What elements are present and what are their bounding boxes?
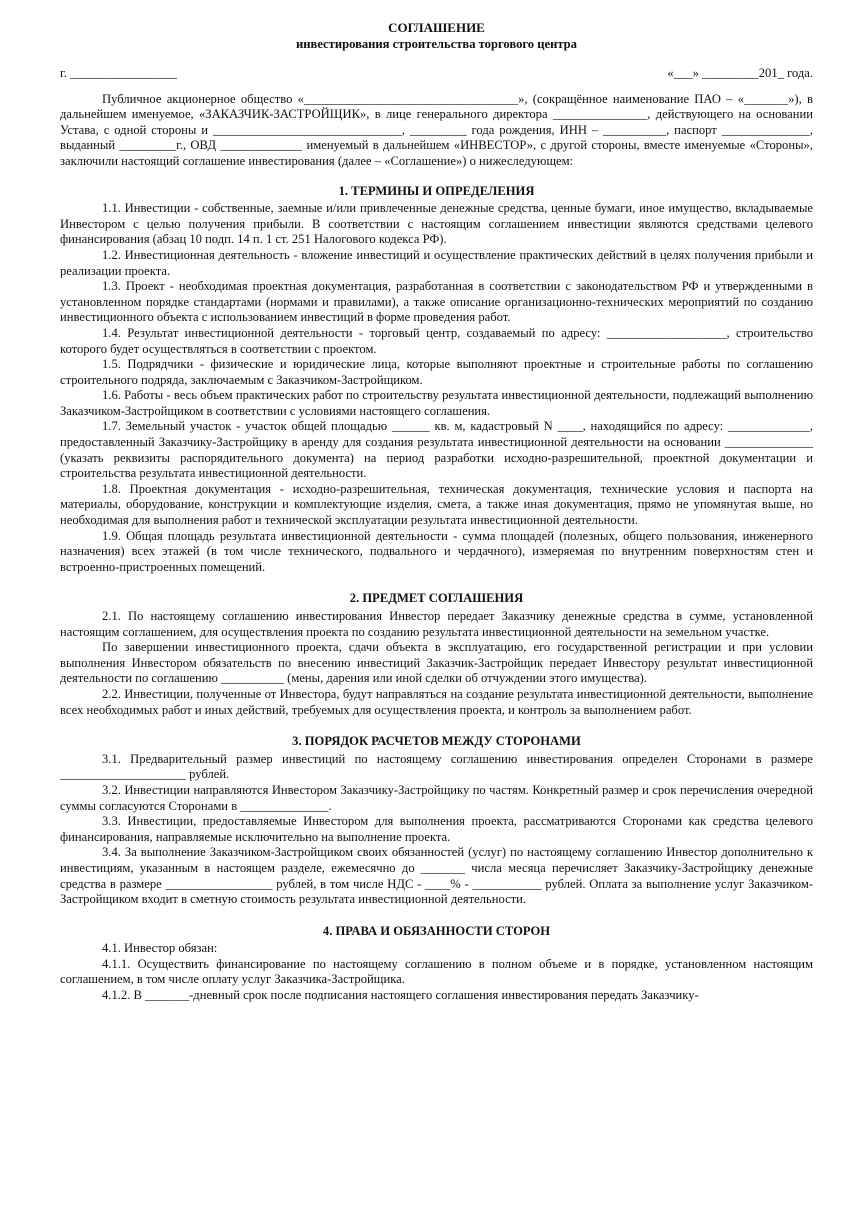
clause-paragraph: 1.4. Результат инвестиционной деятельности - торговый центр, создаваемый по адресу: ___________________, строительство которого будет осуществляться в соответствии с проектом. [60,325,813,356]
clause-paragraph: 4.1.2. В _______-дневный срок после подписания настоящего соглашения инвестирования передать Заказчику- [102,988,699,1003]
clause-paragraph: 1.6. Работы - весь объем практических работ по строительству результата инвестиционной деятельности, подлежащий выполнению Заказчиком-Застройщиком в соответствии с условиями настоящего соглашения. [60,388,813,418]
clause-paragraph: 3.2. Инвестиции направляются Инвестором Заказчику-Застройщику по частям. Конкретный размер и срок перечисления очередной суммы согласуются Сторонами в ______________. [60,782,813,813]
clause-paragraph: 1.1. Инвестиции - собственные, заемные и/или привлеченные денежные средства, ценные бумаги, иное имущество, вкладываемые Инвестором с целью получения прибыли. В соответствии с настоящим соглашением инвестиции являются средствами целевого финансирования (абзац 10 подп. 14 п. 1 ст. 251 Налогового кодекса РФ). [60,201,813,247]
preamble-paragraph: Публичное акционерное общество «__________________________________», (сокращённое наименование ПАО – «_______»), в дальнейшем именуемое, «ЗАКАЗЧИК-ЗАСТРОЙЩИК», в лице генерального директора _______________, действующего на основании Устава, с одной стороны и ______________________________, _________ года рождения, ИНН – __________, паспорт ______________, выданный _________г., ОВД _____________ именуемый в дальнейшем «ИНВЕСТОР», с другой стороны, вместе именуемые «Стороны», заключили настоящий соглашение инвестирования (далее – «Соглашение») о нижеследующем: [60,91,813,168]
section-heading: 4. ПРАВА И ОБЯЗАННОСТИ СТОРОН [322,923,551,938]
clause-paragraph: 2.1. По настоящему соглашению инвестирования Инвестор передает Заказчику денежные средства в сумме, установленной настоящим соглашением, для осуществления проекта по созданию результата инвестиционной деятельности на земельном участке. [60,609,813,639]
section-heading: 3. ПОРЯДОК РАСЧЕТОВ МЕЖДУ СТОРОНАМИ [292,734,581,749]
city-field: г. _________________ [60,66,178,80]
document-title: СОГЛАШЕНИЕ [388,20,485,35]
clause-paragraph: 3.4. За выполнение Заказчиком-Застройщиком своих обязанностей (услуг) по настоящему соглашению Инвестор дополнительно к инвестициям, указанным в настоящем разделе, ежемесячно до _______ числа месяца перечисляет Заказчику-Застройщику денежные средства в размере _________________ рублей, в том числе НДС - ____% - ___________ рублей. Оплата за выполнение услуг Заказчиком-Застройщиком входит в сметную стоимость результата инвестиционной деятельности. [60,845,813,907]
section-heading: 1. ТЕРМИНЫ И ОПРЕДЕЛЕНИЯ [338,183,535,198]
clause-paragraph: 1.7. Земельный участок - участок общей площадью ______ кв. м, кадастровый N ____, находящийся по адресу: _____________, предоставленный Заказчику-Застройщику в аренду для создания результата инвестиционной деятельности на основании ______________ (указать реквизиты распорядительного документа) на период разработки исходно-разрешительной, проектной документации и строительства результата инвестиционной деятельности. [60,419,813,481]
clause-paragraph: 1.3. Проект - необходимая проектная документация, разработанная в соответствии с законодательством РФ и утвержденными в установленном порядке стандартами (нормами и правилами), а также описание организационно-технических мероприятий по созданию инвестиционного объекта с использованием инвестиций в форме проведения работ. [60,279,813,325]
clause-paragraph: 2.2. Инвестиции, полученные от Инвестора, будут направляться на создание результата инвестиционной деятельности, выполнение всех необходимых работ и иных действий, требуемых для осуществления проекта, и контроль за выполнением работ. [60,686,813,717]
clause-paragraph: 1.9. Общая площадь результата инвестиционной деятельности - сумма площадей (полезных, общего пользования, инженерного назначения) всех этажей (в том числе технического, подвального и чердачного), измеряемая по внутренним поверхностям стен и встроенно-пристроенных помещений. [60,528,813,574]
clause-paragraph: 1.2. Инвестиционная деятельность - вложение инвестиций и осуществление практических действий в целях получения прибыли и реализации проекта. [60,247,813,278]
place-date-line [60,66,813,82]
clause-paragraph: 1.5. Подрядчики - физические и юридические лица, которые выполняют проектные и строительные работы по соглашению строительного подряда, заключаемым с Заказчиком-Застройщиком. [60,357,813,387]
clause-paragraph: 3.3. Инвестиции, предоставляемые Инвестором для выполнения проекта, рассматриваются Сторонами как средства целевого финансирования, направляемые исключительно на выполнение проекта. [60,814,813,844]
document-subtitle: инвестирования строительства торгового центра [296,37,577,51]
clause-paragraph: 4.1. Инвестор обязан: [102,941,218,956]
section-heading: 2. ПРЕДМЕТ СОГЛАШЕНИЯ [349,591,524,606]
clause-paragraph: По завершении инвестиционного проекта, сдачи объекта в эксплуатацию, его государственной регистрации и при условии выполнения Инвестором обязательств по внесению инвестиций Заказчик-Застройщик передает Инвестору результат инвестиционной деятельности по соглашению __________ (мены, дарения или иной сделки об отчуждении этого имущества). [60,640,813,686]
clause-paragraph: 3.1. Предварительный размер инвестиций по настоящему соглашению инвестирования определен Сторонами в размере ____________________ рублей. [60,751,813,782]
date-field: «___» _________201_ года. [667,66,813,80]
clause-paragraph: 4.1.1. Осуществить финансирование по настоящему соглашению в полном объеме и в порядке, установленном настоящим соглашением, в том числе оплату услуг Заказчика-Застройщика. [60,956,813,987]
clause-paragraph: 1.8. Проектная документация - исходно-разрешительная, техническая документация, технические условия и паспорта на материалы, оборудование, конструкции и комплектующие изделия, смета, а также иная документация, прямо не упомянутая выше, но необходимая для выполнения работ и технической эксплуатации результата инвестиционной деятельности. [60,481,813,528]
